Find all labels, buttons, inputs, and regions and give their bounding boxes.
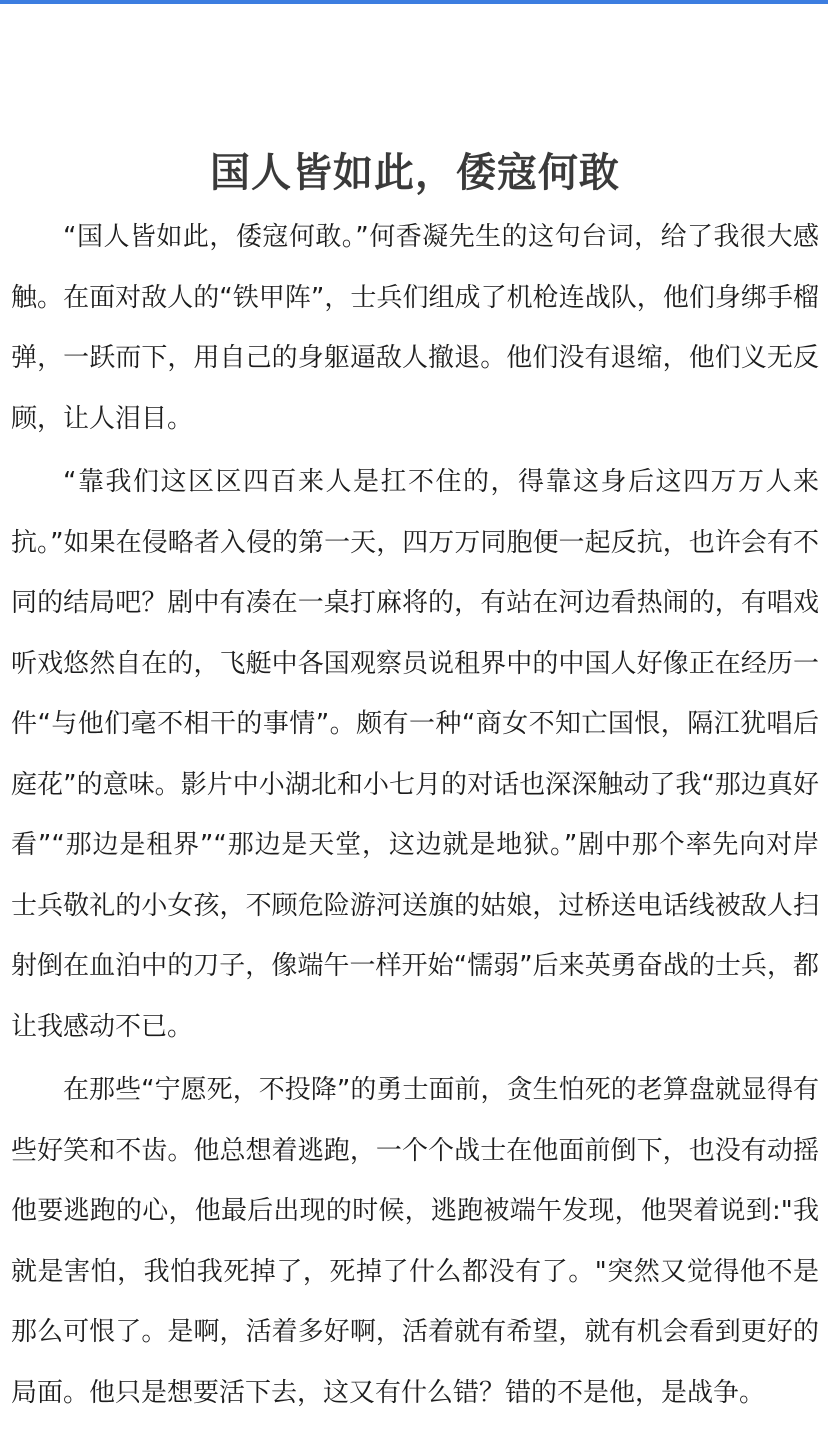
article-title: 国人皆如此，倭寇何敢	[210, 150, 620, 196]
article-paragraph-2: “靠我们这区区四百来人是扛不住的，得靠这身后这四万万人来抗。”如果在侵略者入侵的第一天，四万万同胞便一起反抗，也许会有不同的结局吧？剧中有凑在一桌打麻将的，有站在河边看热闹的，有唱戏听戏悠然自在的，飞艇中各国观察员说租界中的中国人好像正在经历一件“与他们毫不相干的事情”。颇有一种“商女不知亡国恨，隔江犹唱后庭花”的意味。影片中小湖北和小七月的对话也深深触动了我“那边真好看”“那边是租界”“那边是天堂，这边就是地狱。”剧中那个率先向对岸士兵敬礼的小女孩，不顾危险游河送旗的姑娘，过桥送电话线被敌人扫射倒在血泊中的刀子，像端午一样开始“懦弱”后来英勇奋战的士兵，都让我感动不已。	[11, 467, 819, 1042]
article-paragraph-1: “国人皆如此，倭寇何敢。”何香凝先生的这句台词，给了我很大感触。在面对敌人的“铁甲阵”，士兵们组成了机枪连战队，他们身绑手榴弹，一跃而下，用自己的身躯逼敌人撤退。他们没有退缩，他们义无反顾，让人泪目。	[11, 222, 819, 434]
top-accent-bar	[0, 0, 828, 4]
article	[11, 142, 819, 1423]
article-paragraph-3: 在那些“宁愿死，不投降”的勇士面前，贪生怕死的老算盘就显得有些好笑和不齿。他总想着逃跑，一个个战士在他面前倒下，也没有动摇他要逃跑的心，他最后出现的时候，逃跑被端午发现，他哭着说到:"我就是害怕，我怕我死掉了，死掉了什么都没有了。"突然又觉得他不是那么可恨了。是啊，活着多好啊，活着就有希望，就有机会看到更好的局面。他只是想要活下去，这又有什么错？错的不是他，是战争。	[11, 1075, 819, 1408]
